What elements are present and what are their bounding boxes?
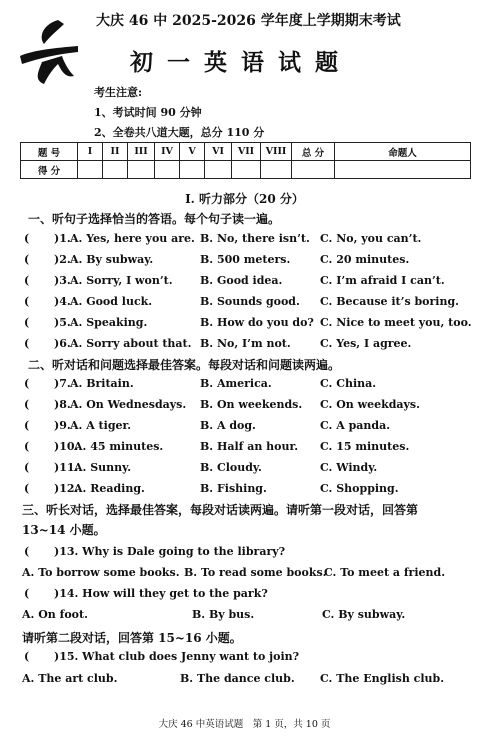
question-number: )1. (54, 232, 71, 245)
option-b: B. By bus. (192, 608, 255, 621)
table-cell: IV (155, 143, 180, 161)
option-a: A. Speaking. (70, 316, 148, 329)
answer-blank[interactable]: ( (24, 377, 30, 390)
question-row (24, 337, 474, 355)
table-cell: VIII (261, 143, 292, 161)
option-a: A. To borrow some books. (22, 566, 180, 579)
option-b: B. Sounds good. (200, 295, 300, 308)
question-number: )12. (54, 482, 79, 495)
option-a: A. Sunny. (74, 461, 132, 474)
notes-heading: 考生注意: (94, 86, 143, 99)
part3-instruction: 三、听长对话，选择最佳答案，每段对话读两遍。请听第一段对话，回答第 13~14 小题。 (22, 503, 419, 537)
note-item: 1、考试时间 90 分钟 (94, 106, 202, 119)
answer-blank[interactable]: ( (24, 295, 30, 308)
options-row (22, 608, 472, 626)
option-b: B. On weekends. (200, 398, 303, 411)
option-c: C. To meet a friend. (324, 566, 446, 579)
option-c: C. Nice to meet you, too. (320, 316, 472, 329)
option-a: A. A tiger. (70, 419, 132, 432)
option-b: B. Cloudy. (200, 461, 262, 474)
score-cell[interactable] (261, 161, 292, 179)
question-row (24, 419, 474, 437)
score-cell[interactable] (128, 161, 155, 179)
answer-blank[interactable]: ( (24, 440, 30, 453)
option-b: B. 500 meters. (200, 253, 291, 266)
option-b: B. Fishing. (200, 482, 267, 495)
question-row (24, 398, 474, 416)
option-c: C. Shopping. (320, 482, 399, 495)
table-cell: 总 分 (292, 143, 335, 161)
table-cell: VI (205, 143, 232, 161)
section-title: I. 听力部分（20 分） (185, 192, 304, 206)
option-c: C. No, you can’t. (320, 232, 422, 245)
option-b: B. America. (200, 377, 272, 390)
question-row (24, 587, 474, 605)
answer-blank[interactable]: ( (24, 587, 30, 600)
question-number: )3. (54, 274, 71, 287)
option-b: B. Half an hour. (200, 440, 299, 453)
part3-instruction-2: 请听第二段对话，回答第 15~16 小题。 (22, 631, 242, 645)
table-cell: 得 分 (21, 161, 78, 179)
score-table (20, 142, 471, 179)
answer-blank[interactable]: ( (24, 337, 30, 350)
option-a: A. Reading. (74, 482, 145, 495)
option-c: C. 15 minutes. (320, 440, 410, 453)
option-a: A. Sorry, I won’t. (70, 274, 173, 287)
option-a: A. The art club. (22, 672, 118, 685)
option-c: C. By subway. (322, 608, 406, 621)
options-row (22, 672, 472, 690)
options-row (22, 566, 472, 584)
table-cell: 命题人 (335, 143, 471, 161)
question-number: )7. (54, 377, 71, 390)
note-item: 2、全卷共八道大题，总分 110 分 (94, 126, 265, 139)
question-row (24, 650, 474, 668)
question-number: )8. (54, 398, 71, 411)
part1-instruction: 一、听句子选择恰当的答语。每个句子读一遍。 (28, 212, 281, 226)
option-b: B. The dance club. (180, 672, 295, 685)
question-row (24, 461, 474, 479)
option-b: B. No, there isn’t. (200, 232, 310, 245)
question-number: )5. (54, 316, 71, 329)
table-cell: V (180, 143, 205, 161)
option-b: B. To read some books. (184, 566, 327, 579)
option-a: A. Britain. (70, 377, 134, 390)
score-cell[interactable] (180, 161, 205, 179)
option-a: A. Yes, here you are. (70, 232, 195, 245)
question-stem: )13. Why is Dale going to the library? (54, 545, 286, 558)
option-a: A. On Wednesdays. (70, 398, 187, 411)
option-c: C. The English club. (320, 672, 445, 685)
question-stem: )14. How will they get to the park? (54, 587, 268, 600)
answer-blank[interactable]: ( (24, 461, 30, 474)
score-cell[interactable] (292, 161, 335, 179)
question-row (24, 295, 474, 313)
question-row (24, 274, 474, 292)
option-c: C. A panda. (320, 419, 391, 432)
option-a: A. By subway. (70, 253, 154, 266)
question-row (24, 253, 474, 271)
score-cell[interactable] (78, 161, 103, 179)
answer-blank[interactable]: ( (24, 419, 30, 432)
answer-blank[interactable]: ( (24, 545, 30, 558)
answer-blank[interactable]: ( (24, 398, 30, 411)
score-table-header-row (21, 143, 471, 161)
question-number: )9. (54, 419, 71, 432)
question-number: )11. (54, 461, 79, 474)
table-cell: II (103, 143, 128, 161)
answer-blank[interactable]: ( (24, 274, 30, 287)
question-row (24, 316, 474, 334)
option-b: B. No, I’m not. (200, 337, 291, 350)
question-row (24, 377, 474, 395)
question-row (24, 482, 474, 500)
page-footer: 大庆 46 中英语试题 第 1 页，共 10 页 (158, 719, 331, 730)
option-b: B. How do you do? (200, 316, 314, 329)
score-cell[interactable] (103, 161, 128, 179)
question-stem: )15. What club does Jenny want to join? (54, 650, 300, 663)
table-cell: VII (232, 143, 261, 161)
part2-instruction: 二、听对话和问题选择最佳答案。每段对话和问题读两遍。 (28, 358, 341, 372)
question-number: )10. (54, 440, 79, 453)
option-b: B. Good idea. (200, 274, 283, 287)
question-row (24, 440, 474, 458)
option-c: C. 20 minutes. (320, 253, 410, 266)
table-cell: III (128, 143, 155, 161)
score-table-score-row (21, 161, 471, 179)
option-c: C. Because it’s boring. (320, 295, 459, 308)
answer-blank[interactable]: ( (24, 232, 30, 245)
question-number: )6. (54, 337, 71, 350)
answer-blank[interactable]: ( (24, 316, 30, 329)
table-cell: 题 号 (21, 143, 78, 161)
option-a: A. Good luck. (70, 295, 153, 308)
option-a: A. Sorry about that. (70, 337, 192, 350)
option-c: C. On weekdays. (320, 398, 420, 411)
paper-title: 初一英语试题 (130, 49, 352, 76)
option-c: C. Windy. (320, 461, 378, 474)
score-cell[interactable] (335, 161, 471, 179)
answer-blank[interactable]: ( (24, 650, 30, 663)
option-c: C. Yes, I agree. (320, 337, 412, 350)
answer-blank[interactable]: ( (24, 482, 30, 495)
question-row (24, 232, 474, 250)
option-a: A. On foot. (22, 608, 88, 621)
question-number: )4. (54, 295, 71, 308)
option-c: C. I’m afraid I can’t. (320, 274, 445, 287)
answer-blank[interactable]: ( (24, 253, 30, 266)
option-a: A. 45 minutes. (74, 440, 164, 453)
score-cell[interactable] (205, 161, 232, 179)
table-cell: I (78, 143, 103, 161)
question-number: )2. (54, 253, 71, 266)
school-logo-icon (14, 16, 84, 88)
option-b: B. A dog. (200, 419, 256, 432)
score-cell[interactable] (155, 161, 180, 179)
score-cell[interactable] (232, 161, 261, 179)
school-exam-title: 大庆 46 中 2025-2026 学年度上学期期末考试 (96, 13, 401, 29)
question-row (24, 545, 474, 563)
option-c: C. China. (320, 377, 377, 390)
